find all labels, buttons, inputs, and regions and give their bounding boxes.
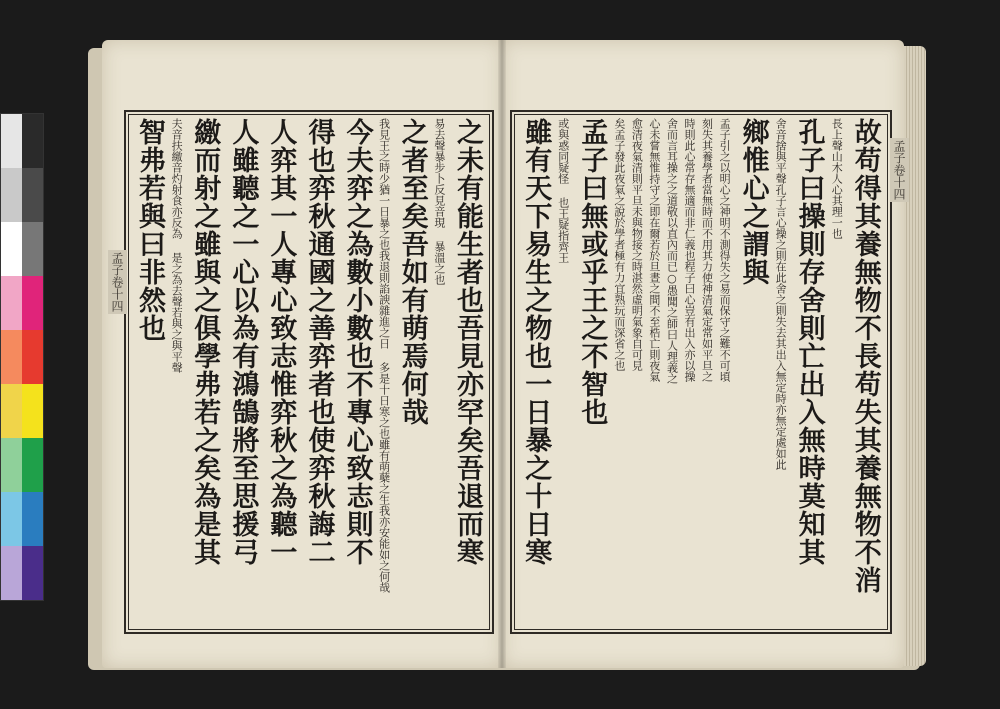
commentary-column: 夫音扶繳音灼射食亦反為 是之為去聲若與之與平聲 — [170, 118, 184, 373]
commentary-column: 孟子引之以明心之神明不測得失之易而保守之難不可頃 — [718, 118, 732, 382]
commentary-column: 易去聲暴步卜反見音現 暴溫之也 — [432, 118, 446, 285]
commentary-column: 刻失其養學者當無時而不用其力使神清氣定常如平旦之 — [700, 118, 714, 382]
main-text-column: 孔子曰操則存舍則亡出入無時莫知其 — [793, 118, 825, 566]
calibration-swatch — [1, 438, 22, 492]
calibration-swatch — [22, 168, 43, 222]
main-text-column: 智弗若與曰非然也 — [134, 118, 166, 342]
calibration-swatch — [22, 546, 43, 600]
calibration-swatch — [22, 384, 43, 438]
main-text-column: 故苟得其養無物不長苟失其養無物不消 — [849, 118, 881, 594]
commentary-column: 長上聲山木人心其理一也 — [830, 118, 844, 239]
commentary-column: 舍而言耳操之之道敬以直內而已○愚聞之師曰人理義之 — [665, 118, 679, 384]
calibration-swatch — [1, 330, 22, 384]
main-text-column: 孟子曰無或乎王之不智也 — [576, 118, 608, 426]
open-book — [88, 40, 928, 670]
calibration-swatch — [22, 222, 43, 276]
calibration-swatch — [1, 492, 22, 546]
calibration-swatch — [22, 114, 43, 168]
book-gutter — [498, 40, 506, 668]
main-text-column: 之者至矣吾如有萌焉何哉 — [396, 118, 428, 426]
calibration-swatch — [22, 438, 43, 492]
main-text-column: 人弈其一人專心致志惟弈秋之為聽一 — [265, 118, 297, 566]
main-text-column: 鄉惟心之謂與 — [737, 118, 769, 286]
commentary-column: 時則此心常存無適而非仁義也程子曰心豈有出入亦以操 — [683, 118, 696, 382]
commentary-column: 愈清夜氣清則平旦未與物接之時湛然虛明氣象自可見 — [630, 118, 644, 371]
commentary-column: 心未嘗無惟持守之即在爾若於旦晝之間不至梏亡則夜氣 — [647, 118, 661, 382]
calibration-swatch — [1, 276, 22, 330]
calibration-swatch — [22, 492, 43, 546]
main-text-column: 今夫弈之為數小數也不專心致志則不 — [341, 118, 373, 566]
main-text-column: 雖有天下易生之物也一日暴之十日寒 — [520, 118, 552, 566]
calibration-swatch — [1, 168, 22, 222]
main-text-column: 人雖聽之一心以為有鴻鵠將至思援弓 — [227, 118, 259, 566]
color-calibration-strip — [0, 113, 44, 601]
commentary-column: 舍音捨與平聲孔子言心操之則在此舍之則失去其出入無定時亦無定處如此 — [774, 118, 788, 470]
calibration-swatch — [1, 222, 22, 276]
calibration-swatch — [22, 330, 43, 384]
main-text-column: 之未有能生者也吾見亦罕矣吾退而寒 — [451, 118, 483, 566]
commentary-column: 矣孟子發此夜氣之說於學者極有力宜熟玩而深省之也 — [612, 118, 626, 371]
calibration-swatch — [1, 384, 22, 438]
calibration-swatch — [1, 546, 22, 600]
right-margin-title: 孟子卷十四 — [890, 138, 909, 202]
left-margin-title: 孟子卷十四 — [108, 250, 127, 314]
commentary-column: 我見王之時少猶一日暴之也我退則諂諛雜進之日 多是十日寒之也雖有萌蘖之生我亦安能如之何哉 — [377, 118, 391, 593]
commentary-column: 或與惑同疑怪 也王疑指齊王 — [556, 118, 570, 263]
calibration-swatch — [22, 276, 43, 330]
main-text-column: 繳而射之雖與之俱學弗若之矣為是其 — [189, 118, 221, 566]
main-text-column: 得也弈秋通國之善弈者也使弈秋誨二 — [303, 118, 335, 566]
calibration-swatch — [1, 114, 22, 168]
